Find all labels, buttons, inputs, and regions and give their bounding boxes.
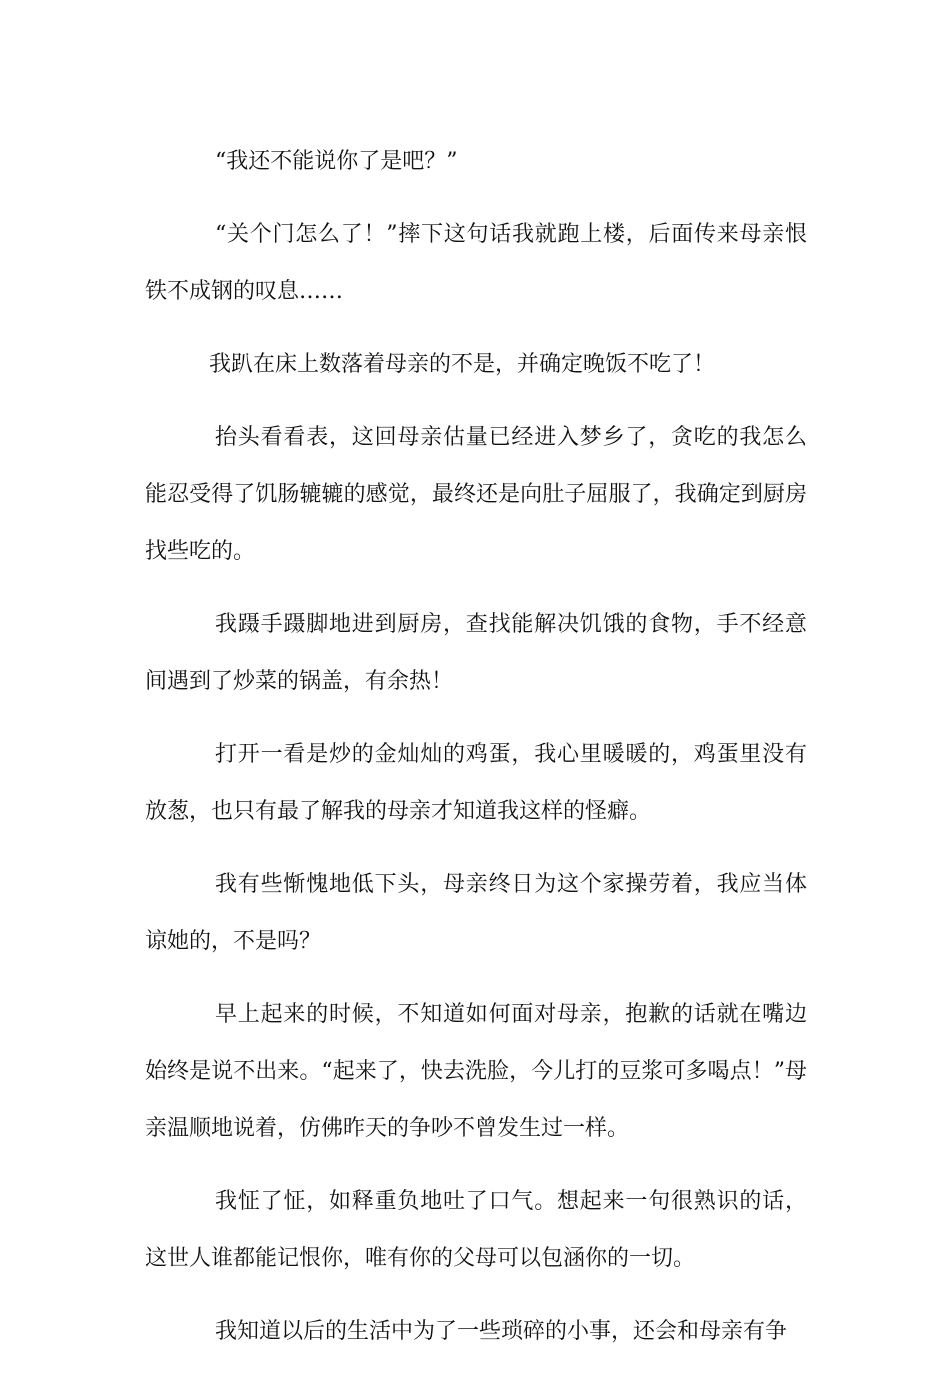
paragraph: 我蹑手蹑脚地进到厨房，查找能解决饥饿的食物，手不经意间遇到了炒菜的锅盖，有余热！ bbox=[145, 612, 807, 694]
paragraph: 我知道以后的生活中为了一些琐碎的小事，还会和母亲有争 bbox=[215, 1319, 788, 1344]
paragraph: 早上起来的时候，不知道如何面对母亲，抱歉的话就在嘴边始终是说不出来。“起来了，快去洗脸，今儿打的豆浆可多喝点！”母亲温顺地说着，仿佛昨天的争吵不曾发生过一样。 bbox=[145, 1002, 807, 1141]
paragraph: “关个门怎么了！”摔下这句话我就跑上楼，后面传来母亲恨铁不成钢的叹息…… bbox=[145, 222, 807, 304]
paragraph: 我怔了怔，如释重负地吐了口气。想起来一句很熟识的话，这世人谁都能记恨你，唯有你的父母可以包涵你的一切。 bbox=[145, 1189, 807, 1271]
paragraph: 我有些惭愧地低下头，母亲终日为这个家操劳着，我应当体谅她的，不是吗？ bbox=[145, 872, 807, 954]
paragraph: “我还不能说你了是吧？” bbox=[215, 149, 458, 174]
paragraph: 打开一看是炒的金灿灿的鸡蛋，我心里暖暖的，鸡蛋里没有放葱，也只有最了解我的母亲才知道我这样的怪癖。 bbox=[145, 742, 807, 824]
document-body bbox=[145, 133, 807, 1376]
paragraph: 我趴在床上数落着母亲的不是，并确定晚饭不吃了！ bbox=[209, 352, 716, 377]
paragraph: 抬头看看表，这回母亲估量已经进入梦乡了，贪吃的我怎么能忍受得了饥肠辘辘的感觉，最终还是向肚子屈服了，我确定到厨房找些吃的。 bbox=[145, 425, 807, 564]
